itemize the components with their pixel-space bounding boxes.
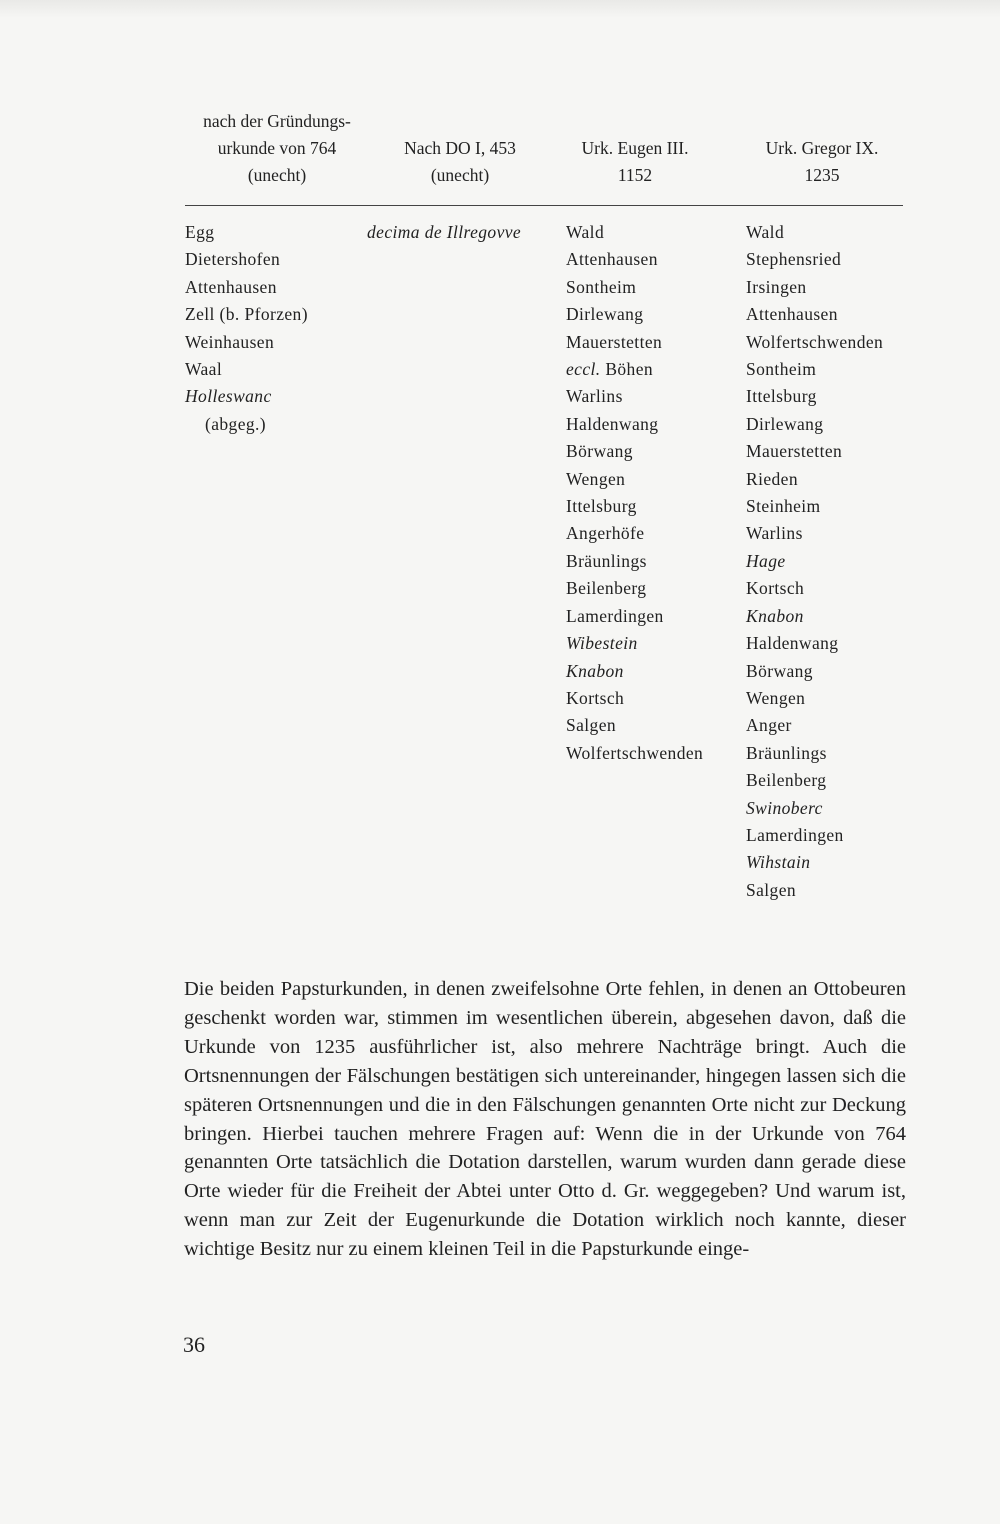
table-rule: [185, 205, 903, 206]
place-entry: Attenhausen: [185, 276, 277, 297]
header-line: nach der Gründungs-: [203, 111, 351, 131]
place-entry: Beilenberg: [746, 770, 827, 791]
place-entry: Bräunlings: [746, 742, 827, 763]
body-paragraph: Die beiden Papsturkunden, in denen zweifelsohne Orte fehlen, in denen an Ottobeuren geschenkt worden war, stimmen im wesentlichen überein, abgesehen davon, daß die Urkunde von 1235 ausführlicher ist, also mehrere Nachträge bringt. Auch die Ortsnennungen der Fälschungen bestätigen sich untereinander, hingegen lassen sich die späteren Ortsnennungen und die in den Fälschungen genannten Orte nicht zur Deckung bringen. Hierbei tauchen mehrere Fragen auf: Wenn die in der Urkunde von 764 genannten Orte tatsächlich die Dotation darstellen, warum wurden dann gerade diese Orte wieder für die Freiheit der Abtei unter Otto d. Gr. weggegeben? Und warum ist, wenn man zur Zeit der Eugenurkunde die Dotation wirklich noch kannte, dieser wichtige Besitz nur zu einem kleinen Teil in die Papsturkunde einge-: [184, 978, 906, 1261]
place-entry: Wihstain: [746, 852, 811, 873]
place-entry: Dirlewang: [566, 304, 644, 325]
place-name: Böhen: [600, 359, 654, 380]
place-entry: Steinheim: [746, 496, 821, 517]
place-entry: Wolfertschwenden: [746, 331, 884, 352]
place-entry: Börwang: [566, 441, 633, 462]
place-entry: Mauerstetten: [566, 331, 663, 352]
column-eugen-iii: [566, 219, 703, 767]
place-entry: [566, 356, 703, 383]
header-col-2: [381, 135, 539, 189]
place-entry: Haldenwang: [746, 633, 839, 654]
header-line: 1152: [617, 165, 653, 185]
header-line: (unecht): [430, 165, 490, 185]
place-entry: Wolfertschwenden: [566, 742, 704, 763]
place-entry: Attenhausen: [746, 304, 838, 325]
header-col-4: [738, 135, 906, 189]
column-founding-charter: [185, 219, 308, 438]
place-entry: Kortsch: [746, 578, 805, 599]
place-entry: Börwang: [746, 660, 813, 681]
place-entry: Holleswanc: [185, 386, 272, 407]
column-gregor-ix: [746, 219, 883, 904]
header-line: (unecht): [247, 165, 307, 185]
place-entry: Weinhausen: [185, 331, 275, 352]
header-line: Urk. Eugen III.: [581, 138, 689, 158]
place-entry: Dietershofen: [185, 249, 281, 270]
place-entry: Sontheim: [566, 276, 637, 297]
place-entry: Wengen: [746, 687, 806, 708]
place-entry: Sontheim: [746, 359, 817, 380]
place-entry: Stephensried: [746, 249, 842, 270]
header-col-3: [555, 135, 715, 189]
place-entry: Angerhöfe: [566, 523, 645, 544]
place-abbreviation: eccl.: [566, 359, 601, 380]
place-entry: Kortsch: [566, 687, 625, 708]
place-entry: Swinoberc: [746, 797, 823, 818]
place-entry: Rieden: [746, 468, 798, 489]
place-entry: Mauerstetten: [746, 441, 843, 462]
place-entry: Attenhausen: [566, 249, 658, 270]
place-entry: Anger: [746, 715, 792, 736]
place-entry: Egg: [185, 222, 215, 242]
place-entry: Knabon: [746, 605, 804, 626]
place-entry: Knabon: [566, 660, 624, 681]
place-entry: Beilenberg: [566, 578, 647, 599]
header-line: 1235: [804, 165, 840, 185]
header-line: Urk. Gregor IX.: [765, 138, 879, 158]
place-entry: Bräunlings: [566, 550, 647, 571]
place-entry: Warlins: [566, 386, 623, 407]
page-shadow: [0, 0, 1000, 18]
place-entry: Ittelsburg: [566, 496, 637, 517]
place-entry: Wald: [746, 222, 785, 242]
place-entry: Dirlewang: [746, 413, 824, 434]
place-entry: Zell (b. Pforzen): [185, 304, 308, 325]
place-entry: Lamerdingen: [566, 605, 664, 626]
place-entry: Haldenwang: [566, 413, 659, 434]
place-entry: Irsingen: [746, 276, 807, 297]
table-header: [0, 108, 1000, 198]
header-line: urkunde von 764: [217, 138, 337, 158]
place-entry: Salgen: [746, 879, 797, 900]
place-entry: Lamerdingen: [746, 824, 844, 845]
place-entry: Wengen: [566, 468, 626, 489]
page-number: 36: [183, 1332, 205, 1357]
header-col-1: [183, 108, 371, 189]
place-entry: (abgeg.): [205, 413, 267, 434]
place-entry: Ittelsburg: [746, 386, 817, 407]
place-entry: decima de Illregovve: [367, 222, 522, 242]
place-entry: Warlins: [746, 523, 803, 544]
place-entry: Waal: [185, 359, 223, 380]
place-entry: Wibestein: [566, 633, 638, 654]
place-entry: Salgen: [566, 715, 617, 736]
place-entry: Hage: [746, 550, 786, 571]
place-entry: Wald: [566, 222, 605, 242]
header-line: Nach DO I, 453: [404, 138, 516, 158]
column-do-i-453: [367, 219, 521, 246]
